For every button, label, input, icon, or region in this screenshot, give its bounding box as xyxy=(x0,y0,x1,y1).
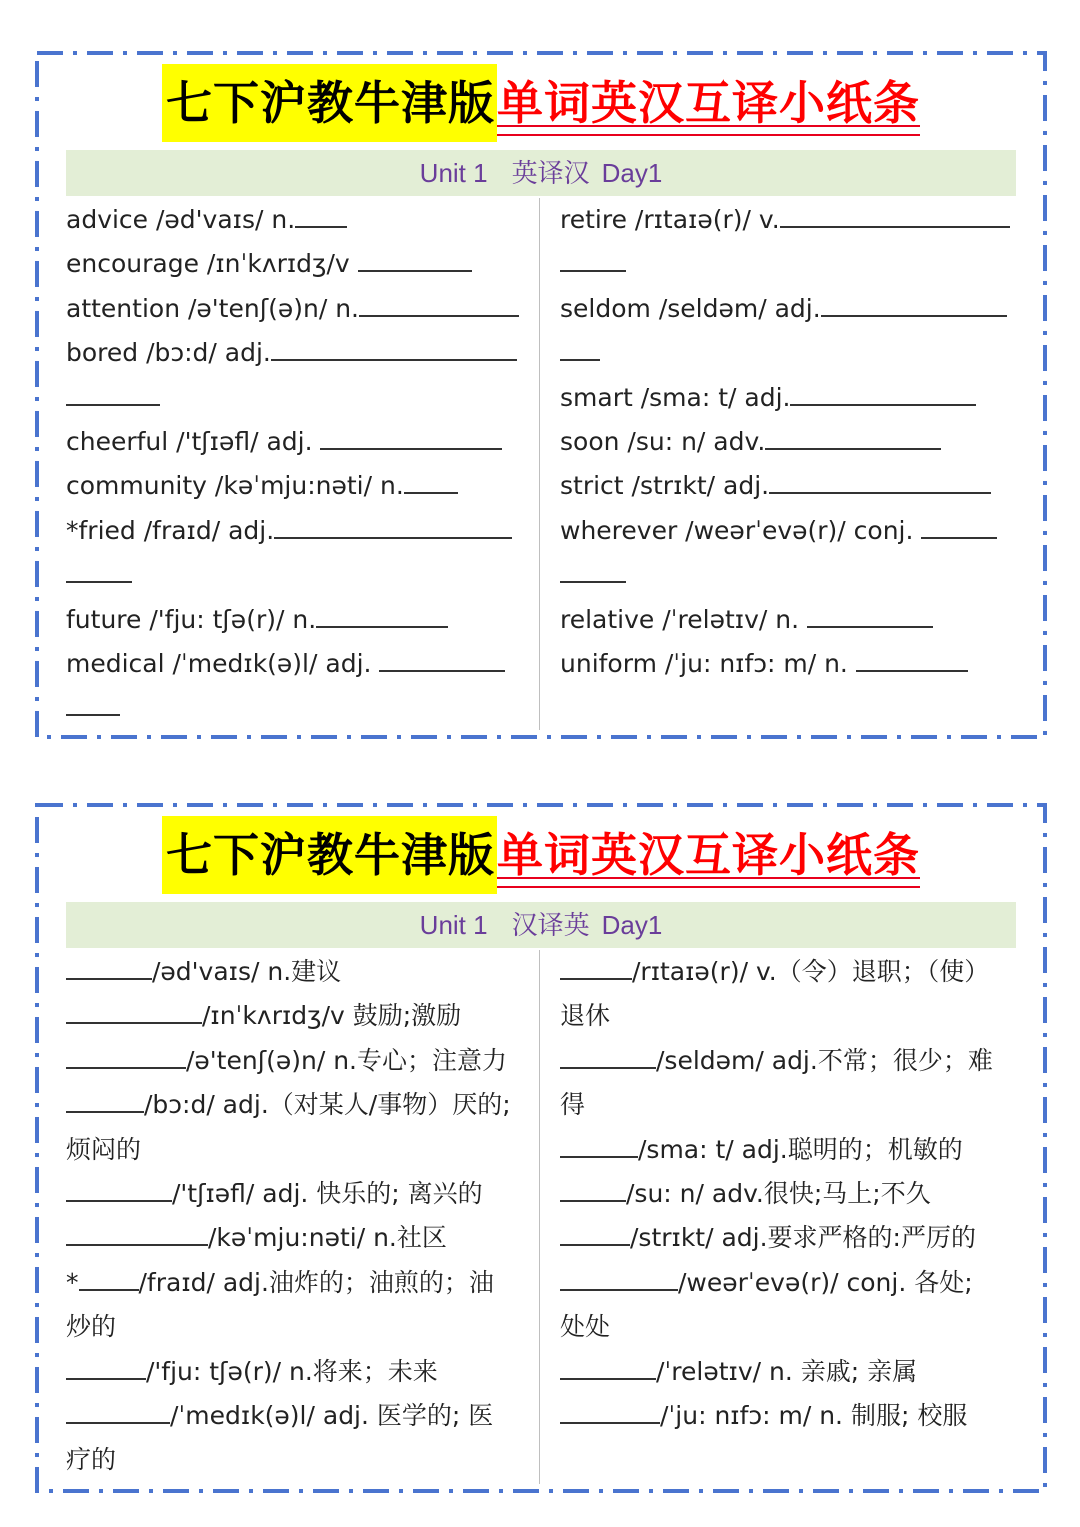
vocab-line: 退休 xyxy=(560,1001,611,1031)
subtitle-band xyxy=(66,150,1016,196)
answer-blank[interactable] xyxy=(66,1091,144,1113)
answer-blank[interactable] xyxy=(765,428,941,450)
vocab-line: /kəˈmju:nəti/ n.社区 xyxy=(66,1216,526,1260)
vocab-line: soon /su: n/ adv. xyxy=(560,420,1018,464)
card-title xyxy=(34,64,1048,142)
vocab-line: /ˈrelətɪv/ n. 亲戚; 亲属 xyxy=(560,1350,1018,1394)
column-divider xyxy=(539,198,540,730)
vocab-card-en-to-zh xyxy=(34,50,1048,740)
vocab-line: smart /sma: t/ adj. xyxy=(560,376,1018,420)
answer-blank[interactable] xyxy=(560,1047,656,1069)
mode-label: 汉译英 xyxy=(511,910,590,940)
vocab-line xyxy=(66,686,526,730)
answer-blank[interactable] xyxy=(66,1002,202,1024)
answer-blank[interactable] xyxy=(66,561,132,583)
vocab-line: 处处 xyxy=(560,1312,611,1342)
answer-blank[interactable] xyxy=(66,1180,172,1202)
vocab-card-zh-to-en xyxy=(34,802,1048,1494)
answer-blank[interactable] xyxy=(274,517,512,539)
answer-blank[interactable] xyxy=(560,1269,678,1291)
vocab-line xyxy=(560,242,1018,286)
answer-blank[interactable] xyxy=(790,384,976,406)
answer-blank[interactable] xyxy=(560,339,600,361)
answer-blank[interactable] xyxy=(66,1047,186,1069)
vocab-line: /weərˈevə(r)/ conj. 各处; xyxy=(560,1261,1018,1305)
vocab-line: /sma: t/ adj.聪明的；机敏的 xyxy=(560,1128,1018,1172)
answer-blank[interactable] xyxy=(560,1136,638,1158)
left-column xyxy=(66,198,526,731)
vocab-line: 烦闷的 xyxy=(66,1134,142,1164)
answer-blank[interactable] xyxy=(807,606,933,628)
answer-blank[interactable] xyxy=(295,206,347,228)
answer-blank[interactable] xyxy=(560,1358,656,1380)
answer-blank[interactable] xyxy=(66,958,152,980)
title-highlight: 七下沪教牛津版 xyxy=(162,816,497,894)
vocab-line: 疗的 xyxy=(66,1445,117,1475)
answer-blank[interactable] xyxy=(66,1224,208,1246)
vocab-line: uniform /ˈju: nɪfɔ: m/ n. xyxy=(560,642,1018,686)
vocab-line: attention /ə'tenʃ(ə)n/ n. xyxy=(66,287,526,331)
right-column xyxy=(560,198,1018,686)
answer-blank[interactable] xyxy=(66,1358,146,1380)
vocab-line: /'tʃɪəfl/ adj. 快乐的; 离兴的 xyxy=(66,1172,526,1216)
vocab-line: advice /əd'vaɪs/ n. xyxy=(66,198,526,242)
vocab-line: /əd'vaɪs/ n.建议 xyxy=(66,950,526,994)
vocab-line: bored /bɔ:d/ adj. xyxy=(66,331,526,375)
vocab-line: encourage /ɪnˈkʌrɪdʒ/v xyxy=(66,242,526,286)
vocab-line: /ˈmedɪk(ə)l/ adj. 医学的; 医 xyxy=(66,1394,526,1438)
answer-blank[interactable] xyxy=(66,384,160,406)
vocab-line xyxy=(560,553,1018,597)
title-red: 单词英汉互译小纸条 xyxy=(497,64,920,142)
vocab-line: 炒的 xyxy=(66,1312,117,1342)
answer-blank[interactable] xyxy=(560,561,626,583)
answer-blank[interactable] xyxy=(404,472,458,494)
answer-blank[interactable] xyxy=(359,295,519,317)
answer-blank[interactable] xyxy=(780,206,1010,228)
title-red: 单词英汉互译小纸条 xyxy=(497,816,920,894)
answer-blank[interactable] xyxy=(66,694,120,716)
vocab-line: /strɪkt/ adj.要求严格的:严厉的 xyxy=(560,1216,1018,1260)
answer-blank[interactable] xyxy=(769,472,991,494)
answer-blank[interactable] xyxy=(560,250,626,272)
answer-blank[interactable] xyxy=(821,295,1007,317)
answer-blank[interactable] xyxy=(320,428,502,450)
vocab-line: wherever /weərˈevə(r)/ conj. xyxy=(560,509,1018,553)
vocab-line: seldom /seldəm/ adj. xyxy=(560,287,1018,331)
vocab-line: *fried /fraɪd/ adj. xyxy=(66,509,526,553)
left-column xyxy=(66,950,526,1483)
answer-blank[interactable] xyxy=(560,1224,630,1246)
vocab-line: /ə'tenʃ(ə)n/ n.专心；注意力 xyxy=(66,1039,526,1083)
vocab-line xyxy=(66,376,526,420)
vocab-line: /ˈju: nɪfɔ: m/ n. 制服; 校服 xyxy=(560,1394,1018,1438)
vocab-line: /rɪtaɪə(r)/ v.（令）退职；（使） xyxy=(560,950,1018,994)
vocab-line: /bɔ:d/ adj.（对某人/事物）厌的; xyxy=(66,1083,526,1127)
answer-blank[interactable] xyxy=(79,1269,139,1291)
vocab-line: /ɪnˈkʌrɪdʒ/v 鼓励;激励 xyxy=(66,994,526,1038)
answer-blank[interactable] xyxy=(358,250,472,272)
day-label: Day1 xyxy=(601,158,663,188)
answer-blank[interactable] xyxy=(560,1180,626,1202)
answer-blank[interactable] xyxy=(271,339,517,361)
subtitle-band xyxy=(66,902,1016,948)
column-divider xyxy=(539,950,540,1484)
vocab-line: future /'fju: tʃə(r)/ n. xyxy=(66,598,526,642)
answer-blank[interactable] xyxy=(379,650,505,672)
vocab-line: * /fraɪd/ adj.油炸的；油煎的；油 xyxy=(66,1267,494,1297)
right-column xyxy=(560,950,1018,1438)
answer-blank[interactable] xyxy=(921,517,997,539)
mode-label: 英译汉 xyxy=(511,158,590,188)
vocab-line: relative /ˈrelətɪv/ n. xyxy=(560,598,1018,642)
vocab-line: cheerful /'tʃɪəfl/ adj. xyxy=(66,420,526,464)
vocab-line: medical /ˈmedɪk(ə)l/ adj. xyxy=(66,642,526,686)
day-label: Day1 xyxy=(601,910,663,940)
card-title xyxy=(34,816,1048,894)
vocab-line xyxy=(560,331,1018,375)
vocab-line xyxy=(66,553,526,597)
vocab-line: /'fju: tʃə(r)/ n.将来；未来 xyxy=(66,1350,526,1394)
vocab-line: /seldəm/ adj.不常；很少；难 xyxy=(560,1039,1018,1083)
unit-label: Unit 1 xyxy=(419,158,488,188)
title-highlight: 七下沪教牛津版 xyxy=(162,64,497,142)
answer-blank[interactable] xyxy=(66,1402,170,1424)
answer-blank[interactable] xyxy=(560,958,632,980)
vocab-line: retire /rɪtaɪə(r)/ v. xyxy=(560,198,1018,242)
vocab-line: /su: n/ adv.很快;马上;不久 xyxy=(560,1172,1018,1216)
answer-blank[interactable] xyxy=(316,606,448,628)
vocab-line: 得 xyxy=(560,1090,586,1120)
vocab-line: community /kəˈmju:nəti/ n. xyxy=(66,464,526,508)
unit-label: Unit 1 xyxy=(419,910,488,940)
answer-blank[interactable] xyxy=(560,1402,660,1424)
answer-blank[interactable] xyxy=(856,650,968,672)
vocab-line: strict /strɪkt/ adj. xyxy=(560,464,1018,508)
